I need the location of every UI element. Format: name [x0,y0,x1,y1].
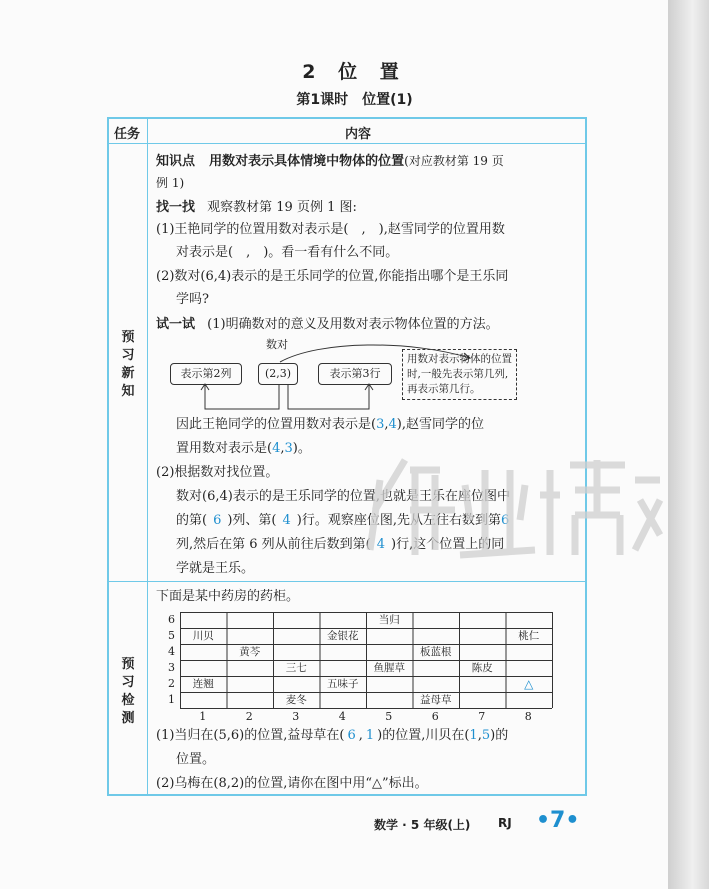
x-tick-label: 8 [524,710,532,723]
x-tick-label: 7 [478,710,486,723]
find-section [156,197,357,219]
step-2-line-3 [176,534,504,556]
y-tick-label: 4 [168,645,175,658]
conclusion-text-3: 置用数对表示是( [176,441,273,456]
check-q1-text-c: )的 [490,728,509,743]
cabinet-intro: 下面是某中药房的药柜。 [156,589,300,604]
row-label-check: 预习检测 [121,657,135,726]
knowledge-text: 用数对表示具体情境中物体的位置 [209,154,405,169]
medicine-drawer-label: 三七 [285,662,307,674]
x-tick-label: 5 [385,710,393,723]
footer-subject: 数学 · 5 年级(上) [374,818,471,832]
knowledge-ref: (对应教材第 19 页 [404,154,504,168]
check-q1-text-b: )的位置,川贝在( [377,728,470,743]
check-question-1-line-2: 位置。 [176,752,216,767]
col-link-line [205,385,279,409]
conclusion-line-1 [176,414,484,436]
question-1-line-2: 对表示是( , )。看一看有什么不同。 [176,245,399,260]
find-text: 观察教材第 19 页例 1 图: [207,200,357,215]
step-2-text-b: )列、第( [227,513,277,528]
try-label: 试一试 [156,317,196,332]
step-2-text-e: )行,这个位置上的同 [391,537,505,552]
header-divider [109,143,585,144]
try-text: (1)明确数对的意义及用数对表示物体位置的方法。 [207,317,499,332]
knowledge-label: 知识点 [156,154,196,169]
conclusion-comma-1: , [384,417,389,432]
medicine-drawer-label: 板蓝根 [420,646,452,658]
knowledge-ref-cont: 例 1) [156,176,185,190]
col-content-header: 内容 [345,127,372,142]
conclusion-comma-2: , [280,441,285,456]
rule-note [402,349,517,400]
medicine-drawer-label: 当归 [378,614,400,626]
footer-edition: RJ [498,816,512,830]
question-2-line-2: 学吗? [176,292,209,307]
page-number: •7• [536,808,580,833]
y-tick-label: 5 [168,629,175,642]
answer-step-col: 6 [213,513,222,528]
medicine-drawer-label: 麦冬 [285,694,307,706]
conclusion-text-1: 因此王艳同学的位置用数对表示是( [176,417,377,432]
medicine-drawer-label: 连翘 [192,678,214,690]
medicine-drawer-label: 鱼腥草 [373,662,405,674]
step-2-line-4: 学就是王乐。 [176,561,255,576]
medicine-drawer-label: 黄芩 [239,646,261,658]
answer-step-row: 4 [282,513,291,528]
question-2-line-1: (2)数对(6,4)表示的是王乐同学的位置,你能指出哪个是王乐同 [156,269,509,284]
x-tick-label: 3 [292,710,300,723]
medicine-drawer-label: 桃仁 [518,630,540,642]
rule-note-line-2: 时,一般先表示第几列, [407,368,509,380]
answer-step-rowcount: 4 [376,537,386,552]
question-1-line-1: (1)王艳同学的位置用数对表示是( , ),赵雪同学的位置用数 [156,222,505,237]
medicine-cabinet-grid [168,612,552,723]
col-task-header: 任务 [114,127,141,142]
pair-top-label: 数对 [266,338,288,351]
try-section [156,314,499,336]
check-q1-comma-1: , [358,728,363,743]
column-divider [147,119,148,794]
lesson-title: 2 位 置 [302,61,407,83]
medicine-drawer-label: 益母草 [420,694,452,706]
answer-wang-row: 4 [388,417,397,432]
answer-wang-col: 3 [376,417,385,432]
x-tick-label: 2 [245,710,253,723]
y-tick-label: 6 [168,613,175,626]
check-question-2: (2)乌梅在(8,2)的位置,请你在图中用“△”标出。 [156,776,428,791]
medicine-drawer-label: 五味子 [327,678,359,690]
answer-zhao-row: 3 [284,441,293,456]
x-tick-label: 6 [431,710,439,723]
conclusion-text-2: ),赵雪同学的位 [396,417,484,432]
conclusion-text-4: )。 [292,441,311,456]
box-column-meaning: 表示第2列 [170,363,242,385]
check-question-1 [156,725,508,747]
step-2-line-1: 数对(6,4)表示的是王乐同学的位置,也就是王乐在座位图中 [176,489,510,504]
box-pair-example: (2,3) [258,363,298,385]
box-row-meaning: 表示第3行 [318,363,392,385]
answer-step-count: 6 [501,513,510,528]
page-edge [668,0,709,889]
row-label-preview: 预习新知 [121,330,135,399]
x-tick-label: 1 [199,710,207,723]
x-tick-label: 4 [338,710,346,723]
medicine-drawer-label: 陈皮 [471,662,493,674]
check-q1-comma-2: , [477,728,482,743]
step-2-text-d: 列,然后在第 6 列从前往后数到第( [176,537,371,552]
answer-yimucao-col: 6 [347,728,356,743]
y-tick-label: 2 [168,677,175,690]
answer-zhao-col: 4 [272,441,281,456]
rule-note-line-3: 再表示第几行。 [407,383,481,395]
answer-wumei-mark: △ [524,677,534,691]
step-2-title: (2)根据数对找位置。 [156,465,279,480]
step-2-line-2 [176,510,509,532]
y-tick-label: 1 [168,693,175,706]
medicine-drawer-label: 川贝 [192,630,214,642]
y-tick-label: 3 [168,661,175,674]
lesson-subtitle: 第1课时 位置(1) [296,92,413,108]
rule-note-line-1: 用数对表示物体的位置 [407,353,512,365]
step-2-text-a: 的第( [176,513,208,528]
check-q1-text-a: (1)当归在(5,6)的位置,益母草在( [156,728,345,743]
answer-chuanbei-row: 5 [481,728,491,743]
row-link-line [288,385,369,409]
conclusion-line-2 [176,438,311,460]
answer-chuanbei-col: 1 [469,728,478,743]
step-2-text-c: )行。观察座位图,先从左往右数到第 [296,513,502,528]
section-divider [109,581,585,582]
knowledge-point [156,150,504,173]
find-label: 找一找 [156,200,196,215]
answer-yimucao-row: 1 [365,728,375,743]
medicine-drawer-label: 金银花 [327,630,359,642]
